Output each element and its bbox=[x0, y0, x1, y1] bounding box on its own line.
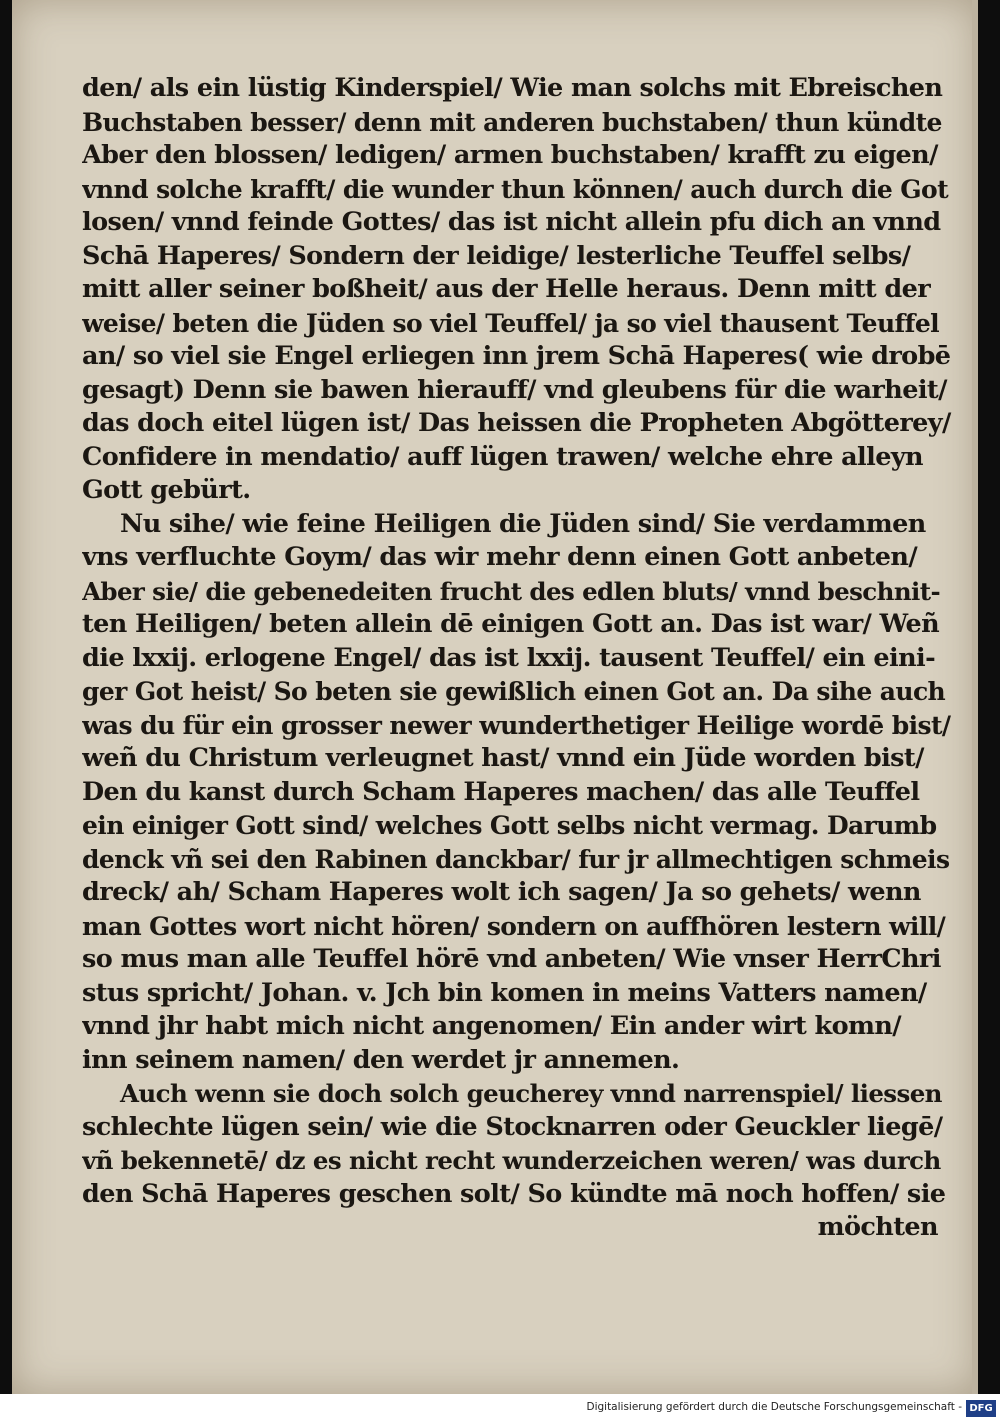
text-line: Aber sie/ die gebenedeiten frucht des edlen bluts/ vnnd beschnit- bbox=[82, 576, 941, 606]
text-line: Auch wenn sie doch solch geucherey vnnd narrenspiel/ liessen bbox=[120, 1079, 942, 1108]
text-line: dreck/ ah/ Scham Haperes wolt ich sagen/ Ja so gehets/ wenn bbox=[82, 877, 921, 907]
text-line: Buchstaben besser/ denn mit anderen buchstaben/ thun kündte bbox=[82, 107, 942, 137]
text-line: vnnd jhr habt mich nicht angenomen/ Ein ander wirt komn/ bbox=[82, 1011, 902, 1041]
text-line: gesagt) Denn sie bawen hierauff/ vnd gleubens für die warheit/ bbox=[82, 374, 947, 405]
text-line: die lxxij. erlogene Engel/ das ist lxxij. tausent Teuffel/ ein eini- bbox=[82, 642, 936, 673]
text-line: was du für ein grosser newer wunderthetiger Heilige wordē bist/ bbox=[82, 710, 951, 740]
text-line: vns verfluchte Goym/ das wir mehr denn einen Gott anbeten/ bbox=[82, 542, 918, 572]
text-line: denck vñ sei den Rabinen danckbar/ fur jr allmechtigen schmeis bbox=[82, 844, 950, 874]
digitization-footer bbox=[0, 1394, 1000, 1424]
text-line: an/ so viel sie Engel erliegen inn jrem Schā Haperes( wie drobē bbox=[82, 341, 951, 371]
text-line: weñ du Christum verleugnet hast/ vnnd ein Jüde worden bist/ bbox=[82, 743, 924, 773]
funding-notice: Digitalisierung gefördert durch die Deutsche Forschungsgemeinschaft - bbox=[586, 1401, 962, 1413]
text-line: Aber den blossen/ ledigen/ armen buchstaben/ krafft zu eigen/ bbox=[82, 140, 938, 170]
text-line: ein einiger Gott sind/ welches Gott selbs nicht vermag. Darumb bbox=[82, 811, 937, 840]
text-line: den Schā Haperes geschen solt/ So kündte mā noch hoffen/ sie bbox=[82, 1178, 946, 1209]
text-line: mitt aller seiner boßheit/ aus der Helle heraus. Denn mitt der bbox=[82, 274, 931, 304]
text-line: Gott gebürt. bbox=[82, 475, 251, 505]
text-line: so mus man alle Teuffel hörē vnd anbeten/ Wie vnser HerrChri bbox=[82, 944, 941, 974]
text-line: vñ bekennetē/ dz es nicht recht wunderzeichen weren/ was durch bbox=[82, 1146, 941, 1175]
text-line: Nu sihe/ wie feine Heiligen die Jüden sind/ Sie verdammen bbox=[120, 508, 926, 539]
text-line: ten Heiligen/ beten allein dē einigen Gott an. Das ist war/ Weñ bbox=[82, 609, 940, 639]
text-line: weise/ beten die Jüden so viel Teuffel/ ja so viel thausent Teuffel bbox=[82, 308, 940, 338]
page-text bbox=[82, 72, 952, 1245]
text-line: man Gottes wort nicht hören/ sondern on auffhören lestern will/ bbox=[82, 911, 946, 941]
text-line: Schā Haperes/ Sondern der leidige/ lesterliche Teuffel selbs/ bbox=[82, 240, 911, 271]
text-line: inn seinem namen/ den werdet jr annemen. bbox=[82, 1044, 680, 1075]
page-edge bbox=[972, 0, 978, 1394]
text-line: Confidere in mendatio/ auff lügen trawen/ welche ehre alleyn bbox=[82, 441, 923, 472]
text-line: schlechte lügen sein/ wie die Stocknarren oder Geuckler liegē/ bbox=[82, 1111, 943, 1142]
catchword: möchten bbox=[817, 1212, 938, 1242]
dfg-logo: DFG bbox=[966, 1400, 996, 1417]
text-line: Den du kanst durch Scham Haperes machen/ das alle Teuffel bbox=[82, 776, 920, 807]
text-line: stus spricht/ Johan. v. Jch bin komen in meins Vatters namen/ bbox=[82, 977, 927, 1008]
text-line: ger Got heist/ So beten sie gewißlich einen Got an. Da sihe auch bbox=[82, 677, 946, 706]
text-line: vnnd solche krafft/ die wunder thun können/ auch durch die Got bbox=[82, 174, 949, 204]
text-line: das doch eitel lügen ist/ Das heissen die Propheten Abgötterey/ bbox=[82, 408, 951, 438]
text-line: losen/ vnnd feinde Gottes/ das ist nicht allein pfu dich an vnnd bbox=[82, 207, 941, 237]
text-line: den/ als ein lüstig Kinderspiel/ Wie man solchs mit Ebreischen bbox=[82, 73, 943, 103]
